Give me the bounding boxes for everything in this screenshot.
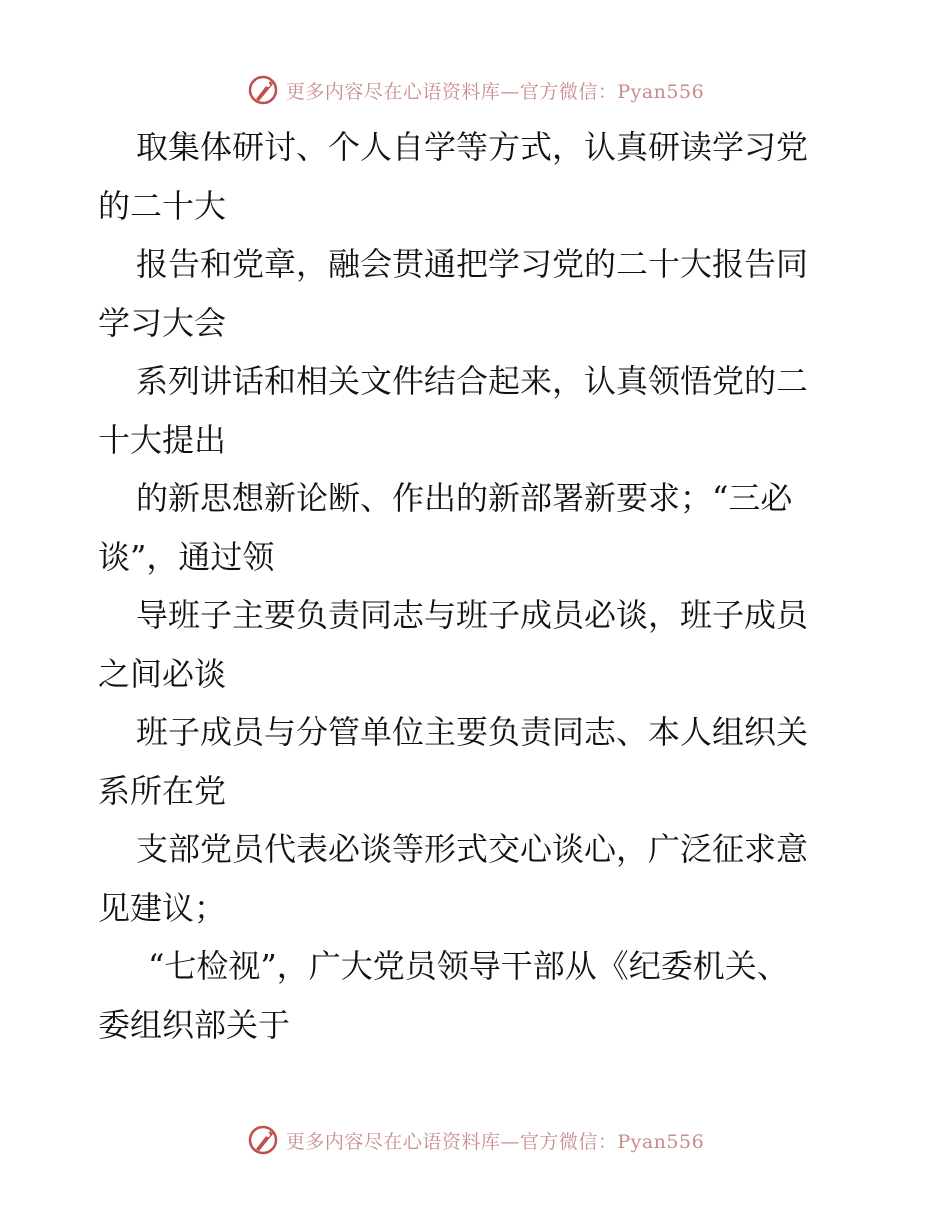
- text-line: 支部党员代表必谈等形式交心谈心，广泛征求意: [136, 830, 809, 868]
- text-line: 学习大会: [98, 303, 227, 342]
- watermark-text: 更多内容尽在心语资料库—官方微信：Pyan556: [285, 1130, 705, 1153]
- text-line: 班子成员与分管单位主要负责同志、本人组织关: [136, 713, 809, 751]
- text-line: 的二十大: [98, 186, 227, 225]
- body-text: [98, 118, 858, 1054]
- text-line: “七检视”，广大党员领导干部从《纪委机关、: [148, 947, 789, 985]
- footer-watermark: [0, 1120, 950, 1160]
- watermark-text: 更多内容尽在心语资料库—官方微信：Pyan556: [285, 80, 705, 103]
- text-line: 谈”，通过领: [98, 537, 275, 576]
- text-line: 系列讲话和相关文件结合起来，认真领悟党的二: [136, 362, 809, 400]
- text-line: 之间必谈: [98, 654, 227, 693]
- pen-nib-circle-icon: [246, 1123, 280, 1157]
- pen-nib-circle-icon: [246, 73, 280, 107]
- text-line: 系所在党: [98, 771, 227, 810]
- text-line: 取集体研讨、个人自学等方式，认真研读学习党: [136, 128, 809, 166]
- text-line: 委组织部关于: [98, 1005, 291, 1044]
- text-line: 见建议；: [98, 888, 227, 927]
- text-line: 的新思想新论断、作出的新部署新要求；“三必: [136, 479, 793, 517]
- text-line: 十大提出: [98, 420, 227, 459]
- text-line: 导班子主要负责同志与班子成员必谈，班子成员: [136, 596, 809, 634]
- header-watermark: [0, 70, 950, 110]
- text-line: 报告和党章，融会贯通把学习党的二十大报告同: [136, 245, 809, 283]
